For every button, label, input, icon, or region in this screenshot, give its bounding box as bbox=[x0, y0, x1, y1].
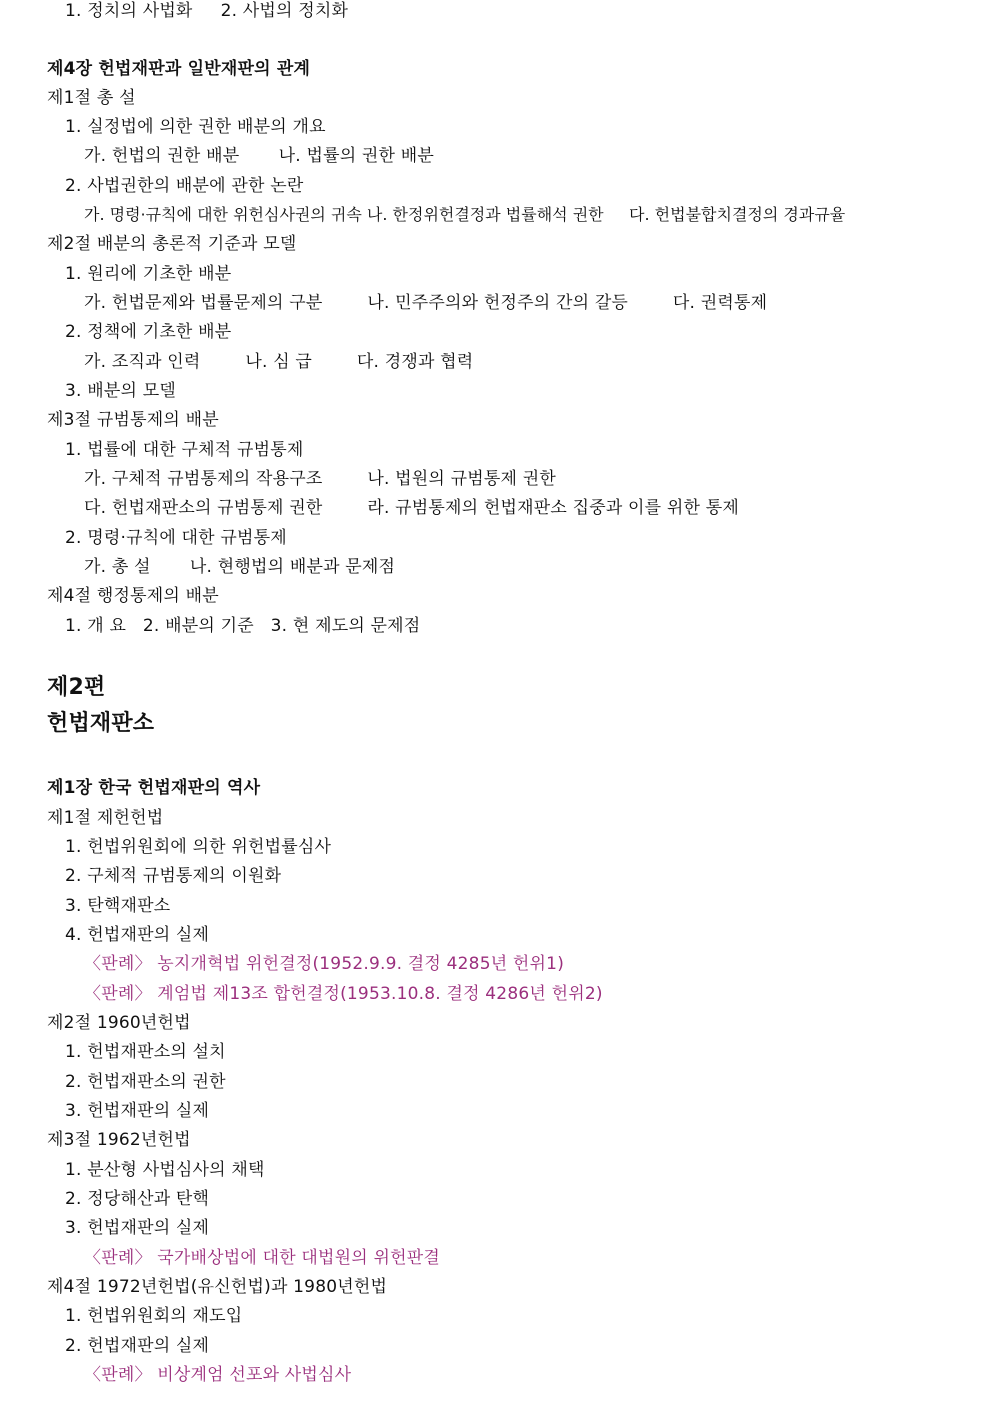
toc-item: 가. 헌법문제와 법률문제의 구분 나. 민주주의와 헌정주의 간의 갈등 다. 권력통제 bbox=[84, 293, 768, 313]
toc-item: 2. 명령·규칙에 대한 규범통제 bbox=[65, 528, 287, 548]
section-heading: 제2절 1960년헌법 bbox=[47, 1013, 191, 1033]
toc-item: 가. 헌법의 권한 배분 나. 법률의 권한 배분 bbox=[84, 146, 435, 166]
toc-item: 가. 명령·규칙에 대한 위헌심사권의 귀속 나. 한정위헌결정과 법률해석 권한 다. 헌법불합치결정의 경과규율 bbox=[84, 205, 846, 224]
section-heading: 제2절 배분의 총론적 기준과 모델 bbox=[47, 234, 297, 254]
toc-item: 4. 헌법재판의 실제 bbox=[65, 925, 210, 945]
part-heading: 제2편 bbox=[47, 675, 106, 700]
section-heading: 제1절 제헌헌법 bbox=[47, 808, 164, 828]
toc-item: 3. 헌법재판의 실제 bbox=[65, 1101, 210, 1121]
section-heading: 제3절 1962년헌법 bbox=[47, 1130, 191, 1150]
part-heading: 헌법재판소 bbox=[47, 711, 155, 736]
toc-item: 1. 정치의 사법화 2. 사법의 정치화 bbox=[65, 1, 349, 21]
toc-item: 가. 총 설 나. 현행법의 배분과 문제점 bbox=[84, 557, 396, 577]
section-heading: 제4절 행정통제의 배분 bbox=[47, 586, 219, 606]
toc-item: 1. 헌법재판소의 설치 bbox=[65, 1042, 226, 1062]
toc-item: 1. 분산형 사법심사의 채택 bbox=[65, 1160, 265, 1180]
toc-item: 2. 정책에 기초한 배분 bbox=[65, 322, 232, 342]
toc-item: 2. 헌법재판소의 권한 bbox=[65, 1072, 226, 1092]
toc-item: 2. 헌법재판의 실제 bbox=[65, 1336, 210, 1356]
toc-item: 3. 배분의 모델 bbox=[65, 381, 176, 401]
toc-item: 가. 구체적 규범통제의 작용구조 나. 법원의 규범통제 권한 bbox=[84, 469, 556, 489]
section-heading: 제3절 규범통제의 배분 bbox=[47, 410, 219, 430]
case-reference: 〈판례〉 비상계엄 선포와 사법심사 bbox=[84, 1365, 352, 1385]
section-heading: 제1절 총 설 bbox=[47, 88, 136, 108]
chapter-heading: 제4장 헌법재판과 일반재판의 관계 bbox=[47, 59, 311, 79]
case-reference: 〈판례〉 국가배상법에 대한 대법원의 위헌판결 bbox=[84, 1248, 441, 1268]
toc-item: 다. 헌법재판소의 규범통제 권한 라. 규범통제의 헌법재판소 집중과 이를 위한 통제 bbox=[84, 498, 739, 518]
toc-item: 1. 원리에 기초한 배분 bbox=[65, 264, 232, 284]
toc-item: 2. 정당해산과 탄핵 bbox=[65, 1189, 210, 1209]
toc-item: 3. 탄핵재판소 bbox=[65, 896, 171, 916]
case-reference: 〈판례〉 계엄법 제13조 합헌결정(1953.10.8. 결정 4286년 헌위2) bbox=[84, 984, 603, 1004]
toc-item: 3. 헌법재판의 실제 bbox=[65, 1218, 210, 1238]
case-reference: 〈판례〉 농지개혁법 위헌결정(1952.9.9. 결정 4285년 헌위1) bbox=[84, 954, 565, 974]
section-heading: 제4절 1972년헌법(유신헌법)과 1980년헌법 bbox=[47, 1277, 388, 1297]
toc-item: 2. 사법권한의 배분에 관한 논란 bbox=[65, 176, 304, 196]
chapter-heading: 제1장 한국 헌법재판의 역사 bbox=[47, 778, 261, 798]
toc-item: 1. 실정법에 의한 권한 배분의 개요 bbox=[65, 117, 326, 137]
toc-item: 1. 개 요 2. 배분의 기준 3. 현 제도의 문제점 bbox=[65, 616, 421, 636]
toc-item: 1. 헌법위원회에 의한 위헌법률심사 bbox=[65, 837, 332, 857]
toc-item: 가. 조직과 인력 나. 심 급 다. 경쟁과 협력 bbox=[84, 352, 474, 372]
toc-item: 2. 구체적 규범통제의 이원화 bbox=[65, 866, 282, 886]
toc-item: 1. 법률에 대한 구체적 규범통제 bbox=[65, 440, 304, 460]
toc-item: 1. 헌법위원회의 재도입 bbox=[65, 1306, 243, 1326]
